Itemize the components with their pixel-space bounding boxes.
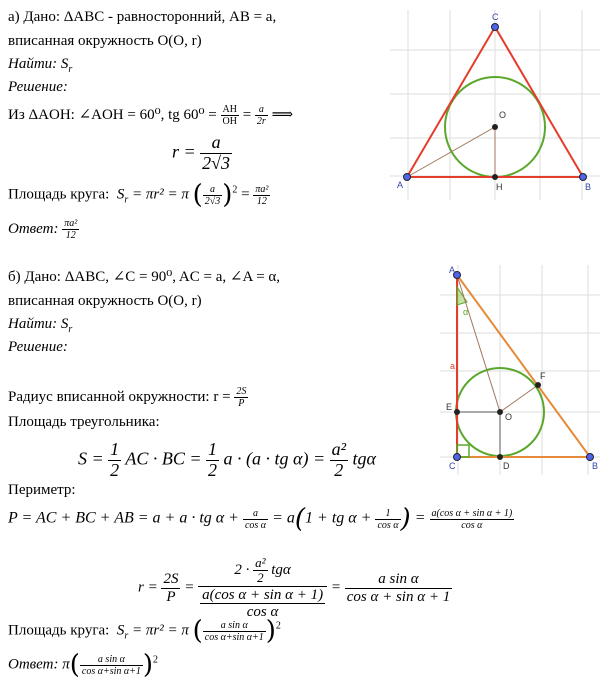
a-find-label: Найти: [8, 56, 58, 72]
a-eq: = [242, 106, 252, 123]
b-r-formula: r = $\frac{2S}{P}$ = 2 · $\frac{\text{a²}}{2}$ tgα $\frac{\text{a(cos α + sin α + 1)}}{\text{cos α}}$ = $\frac{\text{a sin α}}{\text{cos α + sin α + 1}}$ [138, 555, 451, 621]
b-tri-area-label: Площадь треугольника: [8, 414, 160, 430]
label-e: E [446, 402, 453, 412]
label-c: C [492, 12, 499, 22]
point-a [404, 174, 411, 181]
b-answer: Ответ: π( $\frac{\text{a sin α}}{\text{cos α+sin α+1}}$ )$^2$ [8, 650, 159, 680]
point-e [454, 409, 460, 415]
b-find: Найти: $S_r$ [8, 316, 73, 335]
figure-equilateral-triangle [390, 10, 600, 200]
point-o [492, 124, 498, 130]
triangle-abc-b [457, 275, 590, 457]
a-step1-pre: Из ΔAOH: ∠AOH = 60⁰, tg 60⁰ = [8, 106, 217, 123]
a-given: а) Дано: ΔABC - равносторонний, AB = a, [8, 9, 277, 25]
point-f [535, 382, 541, 388]
label-b-b: B [592, 461, 599, 471]
b-radius-label: Радиус вписанной окружности: r = [8, 388, 231, 405]
b-given: б) Дано: ΔABC, ∠C = 90⁰, AC = a, ∠A = α, [8, 269, 281, 285]
b-area-formula: S = $\frac{1}{2}$ AC · BC = $\frac{1}{2}$ a · (a · tg α) = $\frac{\text{a²}}{2}$ tgα [78, 439, 376, 480]
segment-ao [457, 275, 500, 412]
point-h [492, 174, 498, 180]
b-area-label: Площадь круга: [8, 622, 110, 639]
b-radius [8, 386, 248, 409]
b-perimeter-label: Периметр: [8, 482, 76, 498]
label-a-b: A [449, 265, 456, 275]
a-frac-ah-oh: $\frac{AH}{OH}$ [222, 104, 237, 127]
a-find-sub: r [68, 64, 73, 75]
b-solution-label: Решение: [8, 339, 68, 355]
a-find [8, 57, 72, 75]
label-c-b: C [449, 461, 456, 471]
a-inscribed: вписанная окружность O(O, r) [8, 33, 202, 49]
a-r-formula: r = $\frac{a}{2√3}$ [172, 132, 231, 173]
label-side-a: a [450, 361, 456, 371]
b-answer-label: Ответ: [8, 656, 59, 673]
b-find-label: Найти: [8, 316, 58, 332]
a-area-result: $\frac{\text{πa²}}{12}$ [255, 183, 269, 207]
label-a: A [397, 180, 404, 190]
point-b [580, 174, 587, 181]
point-b-b [587, 454, 594, 461]
segment-ao [407, 127, 495, 177]
point-d [497, 454, 503, 460]
a-answer-label: Ответ: [8, 220, 59, 237]
a-area: Площадь круга: $S_r = \pi r^2 = \pi$ ( $\frac{a}{2√3}$ )$^2$ = $\frac{\text{πa²}}{12}$ [8, 180, 269, 210]
label-d: D [503, 461, 510, 471]
b-r-big-frac: 2 · $\frac{\text{a²}}{2}$ tgα $\frac{\text{a(cos α + sin α + 1)}}{\text{cos α}}$ [198, 556, 327, 621]
label-f: F [540, 371, 546, 381]
point-c-b [454, 454, 461, 461]
a-area-frac: $\frac{a}{2√3}$ [204, 183, 221, 207]
a-solution-label: Решение: [8, 79, 68, 95]
segment-of [500, 385, 538, 412]
a-implies: ⟹ [271, 106, 294, 123]
a-frac-r: $\frac{a}{2√3}$ [202, 132, 231, 173]
b-radius-frac: $\frac{2S}{P}$ [236, 386, 247, 409]
b-perimeter-formula: P = AC + BC + AB = a + a · tg α + $\frac{a}{\text{cos α}}$ = a(1 + tg α + $\frac{1}{\text{cos α}}$ ) = $\frac{\text{a(cos α + sin α + 1)}}{\text{cos α}}$ [8, 504, 513, 534]
label-h: H [496, 182, 503, 192]
figure-right-triangle [440, 265, 600, 475]
b-inscribed: вписанная окружность O(O, r) [8, 293, 202, 309]
b-area: Площадь круга: $S_r = \pi r^2 = \pi$ ( $\frac{\text{a sin α}}{\text{cos α+sin α+1}}$ )$^2$ [8, 616, 281, 646]
a-area-label: Площадь круга: [8, 186, 110, 203]
label-b: B [585, 182, 592, 192]
a-answer-frac: $\frac{\text{πa²}}{12}$ [64, 218, 78, 241]
label-o: O [499, 110, 507, 120]
a-step1 [8, 104, 293, 127]
a-answer [8, 218, 79, 241]
label-alpha: α [463, 307, 469, 317]
point-o-b [497, 409, 503, 415]
a-find-value: S [60, 56, 69, 72]
a-frac-a-2r: $\frac{a}{2r}$ [256, 104, 266, 127]
point-c [492, 24, 499, 31]
label-o-b: O [505, 412, 513, 422]
